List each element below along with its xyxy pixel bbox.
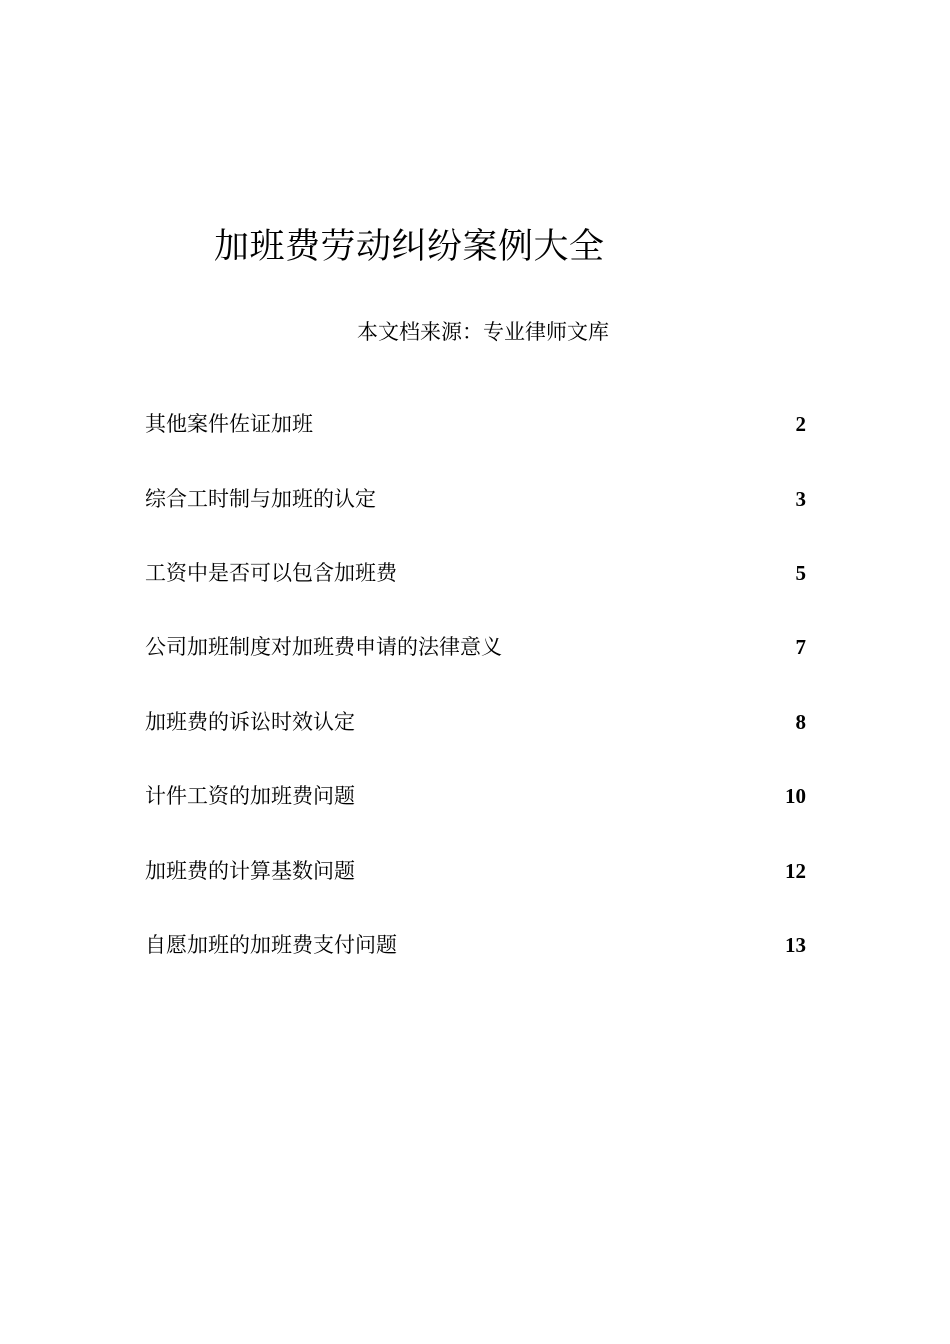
- toc-entry-page-number: 5: [795, 560, 806, 585]
- toc-entry-label[interactable]: 其他案件佐证加班: [145, 412, 313, 437]
- toc-entry-label[interactable]: 综合工时制与加班的认定: [145, 486, 376, 511]
- toc-entry[interactable]: [145, 610, 806, 684]
- toc-entry[interactable]: [145, 908, 806, 982]
- toc-entry[interactable]: [145, 833, 806, 907]
- toc-entry-label[interactable]: 加班费的诉讼时效认定: [145, 709, 355, 734]
- toc-entry-label[interactable]: 自愿加班的加班费支付问题: [145, 932, 397, 957]
- document-source: 本文档来源：专业律师文库: [357, 320, 609, 344]
- document-title: 加班费劳动纠纷案例大全: [214, 227, 605, 268]
- toc-entry[interactable]: [145, 461, 806, 535]
- toc-entry[interactable]: [145, 685, 806, 759]
- toc-entry-page-number: 8: [795, 709, 806, 734]
- toc-entry-page-number: 2: [795, 412, 806, 437]
- toc-entry-page-number: 12: [785, 858, 806, 883]
- toc-entry-label[interactable]: 加班费的计算基数问题: [145, 858, 355, 883]
- toc-entry[interactable]: [145, 536, 806, 610]
- toc-entry-page-number: 13: [785, 932, 806, 957]
- toc-entry[interactable]: [145, 387, 806, 461]
- toc-entry[interactable]: [145, 759, 806, 833]
- toc-entry-label[interactable]: 计件工资的加班费问题: [145, 784, 355, 809]
- table-of-contents: [145, 387, 806, 982]
- toc-entry-page-number: 7: [795, 635, 806, 660]
- toc-entry-label[interactable]: 工资中是否可以包含加班费: [145, 560, 397, 585]
- toc-entry-label[interactable]: 公司加班制度对加班费申请的法律意义: [145, 635, 502, 660]
- toc-entry-page-number: 10: [785, 784, 806, 809]
- toc-entry-page-number: 3: [795, 486, 806, 511]
